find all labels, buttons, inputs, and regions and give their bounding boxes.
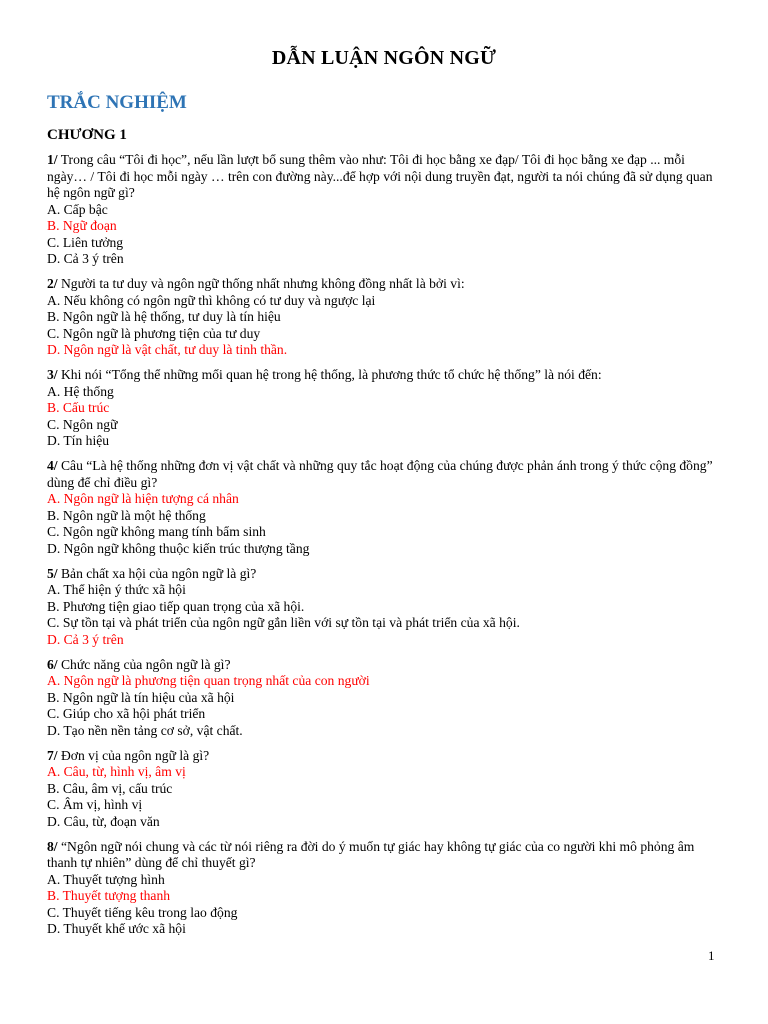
answer-choice: A. Nếu không có ngôn ngữ thì không có tư duy và ngược lại xyxy=(47,292,376,308)
question-text xyxy=(47,367,723,384)
question-body: Trong câu “Tôi đi học”, nếu lần lượt bổ sung thêm vào như: Tôi đi học bằng xe đạp/ Tôi đi học bằng xe đạp ... mỗi ngày… / Tôi đi học mỗi ngày … trên con đường này...để hợp với nội dung truyền đạt, người ta nói chúng đã sử dụng quan hệ ngôn ngữ gì? xyxy=(47,152,713,200)
question-body: Đơn vị của ngôn ngữ là gì? xyxy=(57,747,210,763)
question-list xyxy=(47,152,723,946)
question-text xyxy=(47,748,723,765)
question-7 xyxy=(47,748,723,831)
question-2 xyxy=(47,276,723,359)
answer-choice: D. Ngôn ngữ không thuộc kiến trúc thượng tầng xyxy=(47,540,310,556)
question-body: Bản chất xa hội của ngôn ngữ là gì? xyxy=(57,565,257,581)
question-3 xyxy=(47,367,723,450)
answer-choice: D. Tạo nền nền tảng cơ sở, vật chất. xyxy=(47,722,243,738)
answer-option: D. Cả 3 ý trên xyxy=(47,631,124,647)
answer-choice: B. Ngôn ngữ là một hệ thống xyxy=(47,507,206,523)
answer-option: A. Ngôn ngữ là hiện tượng cá nhân xyxy=(47,491,239,506)
answer-choice: D. Cả 3 ý trên xyxy=(47,251,124,266)
question-number: 8/ xyxy=(47,838,58,854)
answer-choice: A. Hệ thống xyxy=(47,383,114,399)
answer-choice: C. Thuyết tiếng kêu trong lao động xyxy=(47,904,238,920)
answer-option: A. Ngôn ngữ là phương tiện quan trọng nhất của con người xyxy=(47,673,370,688)
answer-choice: A. Cấp bậc xyxy=(47,201,108,217)
question-number: 2/ xyxy=(47,276,58,291)
question-text xyxy=(47,152,723,202)
page-number: 1 xyxy=(708,948,715,963)
question-number: 7/ xyxy=(47,747,58,763)
question-body: Người ta tư duy và ngôn ngữ thống nhất nhưng không đồng nhất là bởi vì: xyxy=(57,276,465,291)
answer-choice: C. Liên tưởng xyxy=(47,234,124,250)
answer-choice: A. Thể hiện ý thức xã hội xyxy=(47,582,186,597)
question-number: 6/ xyxy=(47,656,58,672)
question-5 xyxy=(47,566,723,649)
answer-choice: C. Sự tồn tại và phát triển của ngôn ngữ gắn liền với sự tồn tại và phát triển của xã hội. xyxy=(47,615,520,630)
question-6 xyxy=(47,657,723,740)
question-body: “Ngôn ngữ nói chung và các từ nói riêng ra đời do ý muốn tự giác hay không tự giác của co người khi mô phỏng âm thanh tự nhiên” dùng để chỉ thuyết gì? xyxy=(47,838,695,870)
question-1 xyxy=(47,152,723,268)
answer-option: D. Ngôn ngữ là vật chất, tư duy là tinh thần. xyxy=(47,342,288,357)
answer-choice: D. Câu, từ, đoạn văn xyxy=(47,813,160,829)
answer-choice: C. Giúp cho xã hội phát triển xyxy=(47,706,206,721)
document-title: DẪN LUẬN NGÔN NGỮ xyxy=(271,47,497,69)
answer-choice: C. Ngôn ngữ không mang tính bẩm sinh xyxy=(47,524,266,539)
answer-choice: B. Ngôn ngữ là tín hiệu của xã hội xyxy=(47,689,235,705)
answer-choice: C. Ngôn ngữ là phương tiện của tư duy xyxy=(47,325,261,341)
question-8 xyxy=(47,839,723,938)
question-text xyxy=(47,276,723,293)
answer-choice: C. Âm vị, hình vị xyxy=(47,797,143,812)
question-body: Chức năng của ngôn ngữ là gì? xyxy=(57,656,231,672)
answer-option: B. Cấu trúc xyxy=(47,400,110,415)
answer-choice: A. Thuyết tượng hình xyxy=(47,871,165,887)
answer-option: A. Câu, từ, hình vị, âm vị xyxy=(47,764,186,779)
answer-choice: D. Tín hiệu xyxy=(47,433,110,448)
question-number: 5/ xyxy=(47,565,58,581)
question-text xyxy=(47,839,723,872)
question-number: 3/ xyxy=(47,367,58,382)
answer-option: B. Ngữ đoạn xyxy=(47,218,117,233)
question-4 xyxy=(47,458,723,557)
question-number: 4/ xyxy=(47,458,58,473)
question-text xyxy=(47,657,723,674)
question-number: 1/ xyxy=(47,152,58,167)
answer-option: B. Thuyết tượng thanh xyxy=(47,888,171,903)
question-text xyxy=(47,458,723,491)
question-text xyxy=(47,566,723,583)
answer-choice: B. Phương tiện giao tiếp quan trọng của xã hội. xyxy=(47,598,305,614)
answer-choice: D. Thuyết khế ước xã hội xyxy=(47,921,186,936)
answer-choice: B. Câu, âm vị, cấu trúc xyxy=(47,780,173,796)
section-title: TRẮC NGHIỆM xyxy=(47,92,187,113)
chapter-title: CHƯƠNG 1 xyxy=(47,127,127,143)
question-body: Khi nói “Tổng thể những mối quan hệ trong hệ thống, là phương thức tổ chức hệ thống” là nói đến: xyxy=(57,367,602,382)
answer-choice: C. Ngôn ngữ xyxy=(47,416,118,432)
question-body: Câu “Là hệ thống những đơn vị vật chất và những quy tắc hoạt động của chúng được phản ánh trong ý thức cộng đồng” dùng để chỉ điều gì? xyxy=(47,458,713,490)
answer-choice: B. Ngôn ngữ là hệ thống, tư duy là tín hiệu xyxy=(47,309,281,324)
